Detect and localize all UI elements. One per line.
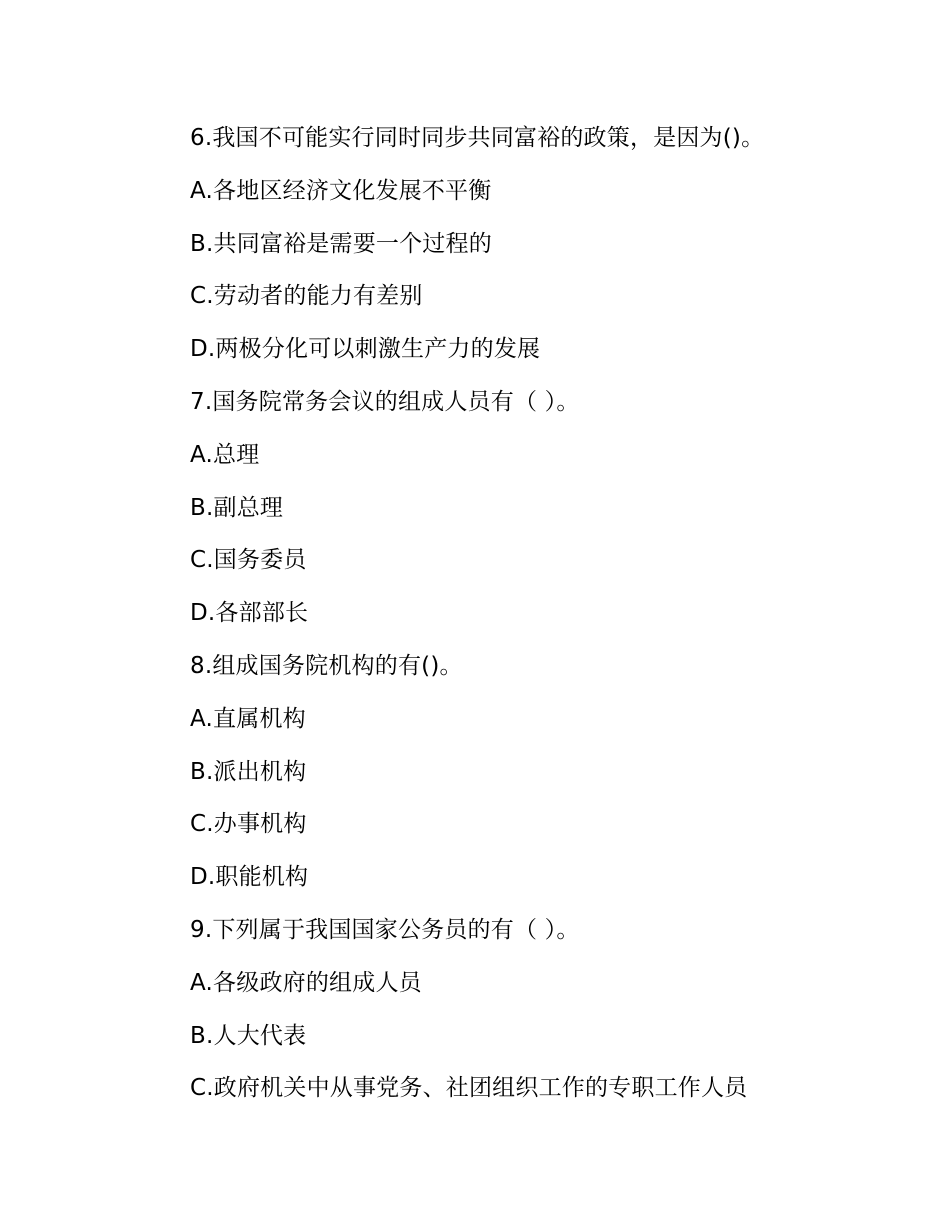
question-6-option-c: C.劳动者的能力有差别: [190, 283, 423, 310]
question-8-option-b: B.派出机构: [190, 758, 307, 785]
question-9-stem: 9.下列属于我国国家公务员的有（ ）。: [190, 916, 580, 943]
question-7-option-a: A.总理: [190, 441, 260, 468]
question-9-option-a: A.各级政府的组成人员: [190, 969, 422, 996]
question-8-option-a: A.直属机构: [190, 705, 306, 732]
question-list: [190, 120, 910, 1123]
question-6-option-b: B.共同富裕是需要一个过程的: [190, 230, 492, 257]
question-7-option-c: C.国务委员: [190, 547, 307, 574]
question-7-option-d: D.各部部长: [190, 600, 309, 627]
question-7-stem: 7.国务院常务会议的组成人员有（ ）。: [190, 388, 580, 415]
question-9-option-c: C.政府机关中从事党务、社团组织工作的专职工作人员: [190, 1075, 748, 1102]
question-6-option-a: A.各地区经济文化发展不平衡: [190, 177, 492, 204]
question-6-option-d: D.两极分化可以刺激生产力的发展: [190, 336, 541, 363]
question-8-stem: 8.组成国务院机构的有()。: [190, 652, 463, 679]
question-7-option-b: B.副总理: [190, 494, 284, 521]
question-8-option-d: D.职能机构: [190, 864, 309, 891]
question-6-stem: 6.我国不可能实行同时同步共同富裕的政策，是因为()。: [190, 125, 765, 151]
question-9-option-b: B.人大代表: [190, 1022, 307, 1049]
question-8-option-c: C.办事机构: [190, 811, 307, 838]
